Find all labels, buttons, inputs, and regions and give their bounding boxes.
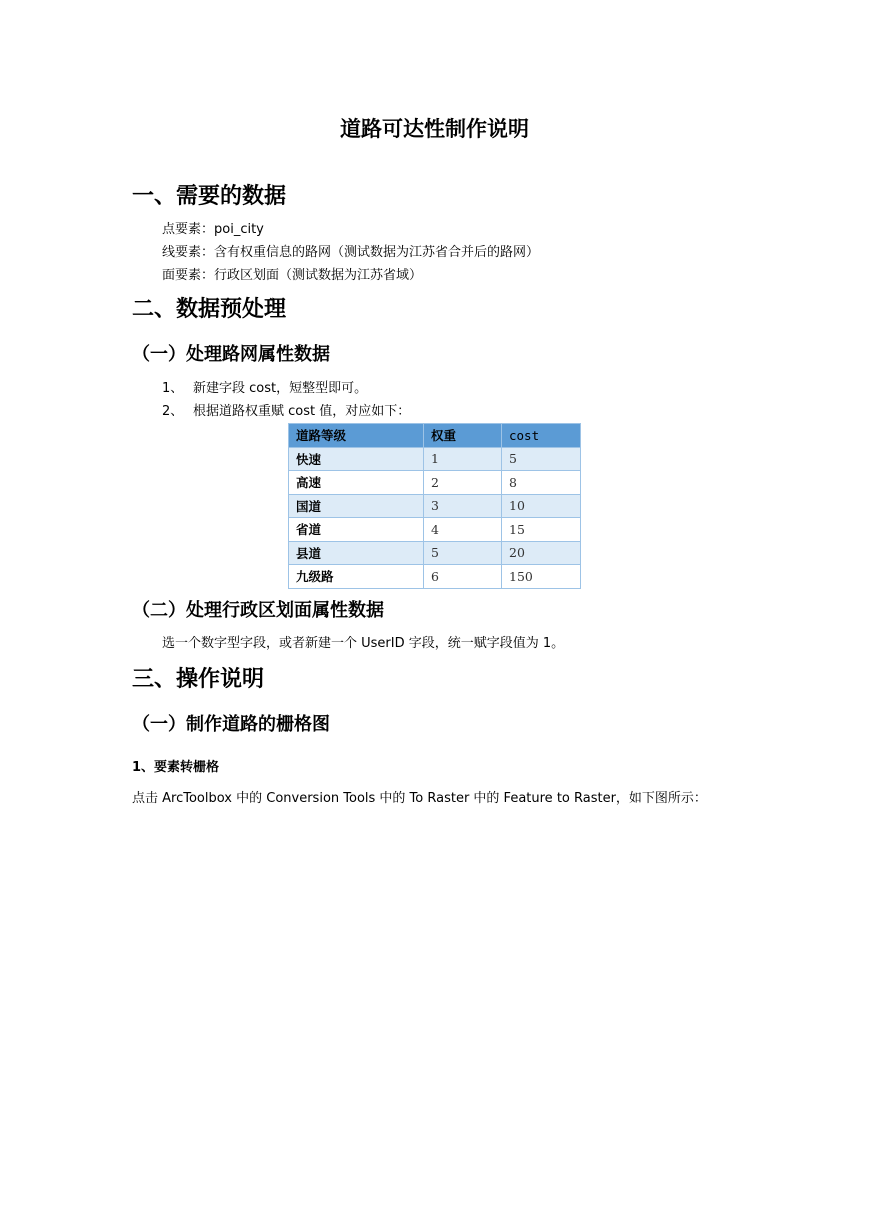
header-cost: cost	[502, 424, 581, 448]
table-row	[289, 518, 581, 542]
header-road-grade: 道路等级	[289, 424, 424, 448]
cell-weight: 2	[424, 471, 502, 495]
cell-weight: 1	[424, 447, 502, 471]
header-weight: 权重	[424, 424, 502, 448]
table-row	[289, 447, 581, 471]
table-row	[289, 471, 581, 495]
step-heading-feature-to-raster: 1、要素转栅格	[132, 760, 220, 775]
section-heading-required-data: 一、需要的数据	[132, 184, 287, 209]
subsection-heading-admin-attributes: （二）处理行政区划面属性数据	[132, 600, 384, 621]
cell-grade: 快速	[289, 447, 424, 471]
cell-grade: 县道	[289, 541, 424, 565]
cell-cost: 8	[502, 471, 581, 495]
step-text-2: 根据道路权重赋 cost 值，对应如下：	[193, 404, 411, 419]
cell-grade: 省道	[289, 518, 424, 542]
document-title: 道路可达性制作说明	[340, 117, 529, 141]
section-heading-preprocessing: 二、数据预处理	[132, 297, 287, 322]
subsection-heading-road-attributes: （一）处理路网属性数据	[132, 344, 330, 365]
point-feature-line: 点要素：poi_city	[162, 222, 264, 237]
table-row	[289, 565, 581, 589]
section-heading-operations: 三、操作说明	[132, 667, 265, 692]
feature-to-raster-instructions: 点击 ArcToolbox 中的 Conversion Tools 中的 To Raster 中的 Feature to Raster，如下图所示：	[132, 791, 707, 806]
step-number-2: 2、	[162, 404, 184, 419]
cell-grade: 国道	[289, 494, 424, 518]
step-number-1: 1、	[162, 381, 184, 396]
table-header-row	[289, 424, 581, 448]
cell-cost: 5	[502, 447, 581, 471]
table-row	[289, 494, 581, 518]
road-grade-cost-table	[288, 423, 581, 589]
cell-grade: 高速	[289, 471, 424, 495]
polygon-feature-line: 面要素：行政区划面（测试数据为江苏省域）	[162, 268, 423, 283]
line-feature-line: 线要素：含有权重信息的路网（测试数据为江苏省合并后的路网）	[162, 245, 540, 260]
cell-grade: 九级路	[289, 565, 424, 589]
admin-attributes-text: 选一个数字型字段，或者新建一个 UserID 字段，统一赋字段值为 1。	[162, 636, 565, 651]
cell-cost: 10	[502, 494, 581, 518]
cell-weight: 4	[424, 518, 502, 542]
table-row	[289, 541, 581, 565]
cell-weight: 6	[424, 565, 502, 589]
subsection-heading-road-raster: （一）制作道路的栅格图	[132, 714, 330, 735]
cell-weight: 3	[424, 494, 502, 518]
step-text-1: 新建字段 cost，短整型即可。	[193, 381, 368, 396]
cell-cost: 150	[502, 565, 581, 589]
cell-weight: 5	[424, 541, 502, 565]
cell-cost: 20	[502, 541, 581, 565]
cell-cost: 15	[502, 518, 581, 542]
